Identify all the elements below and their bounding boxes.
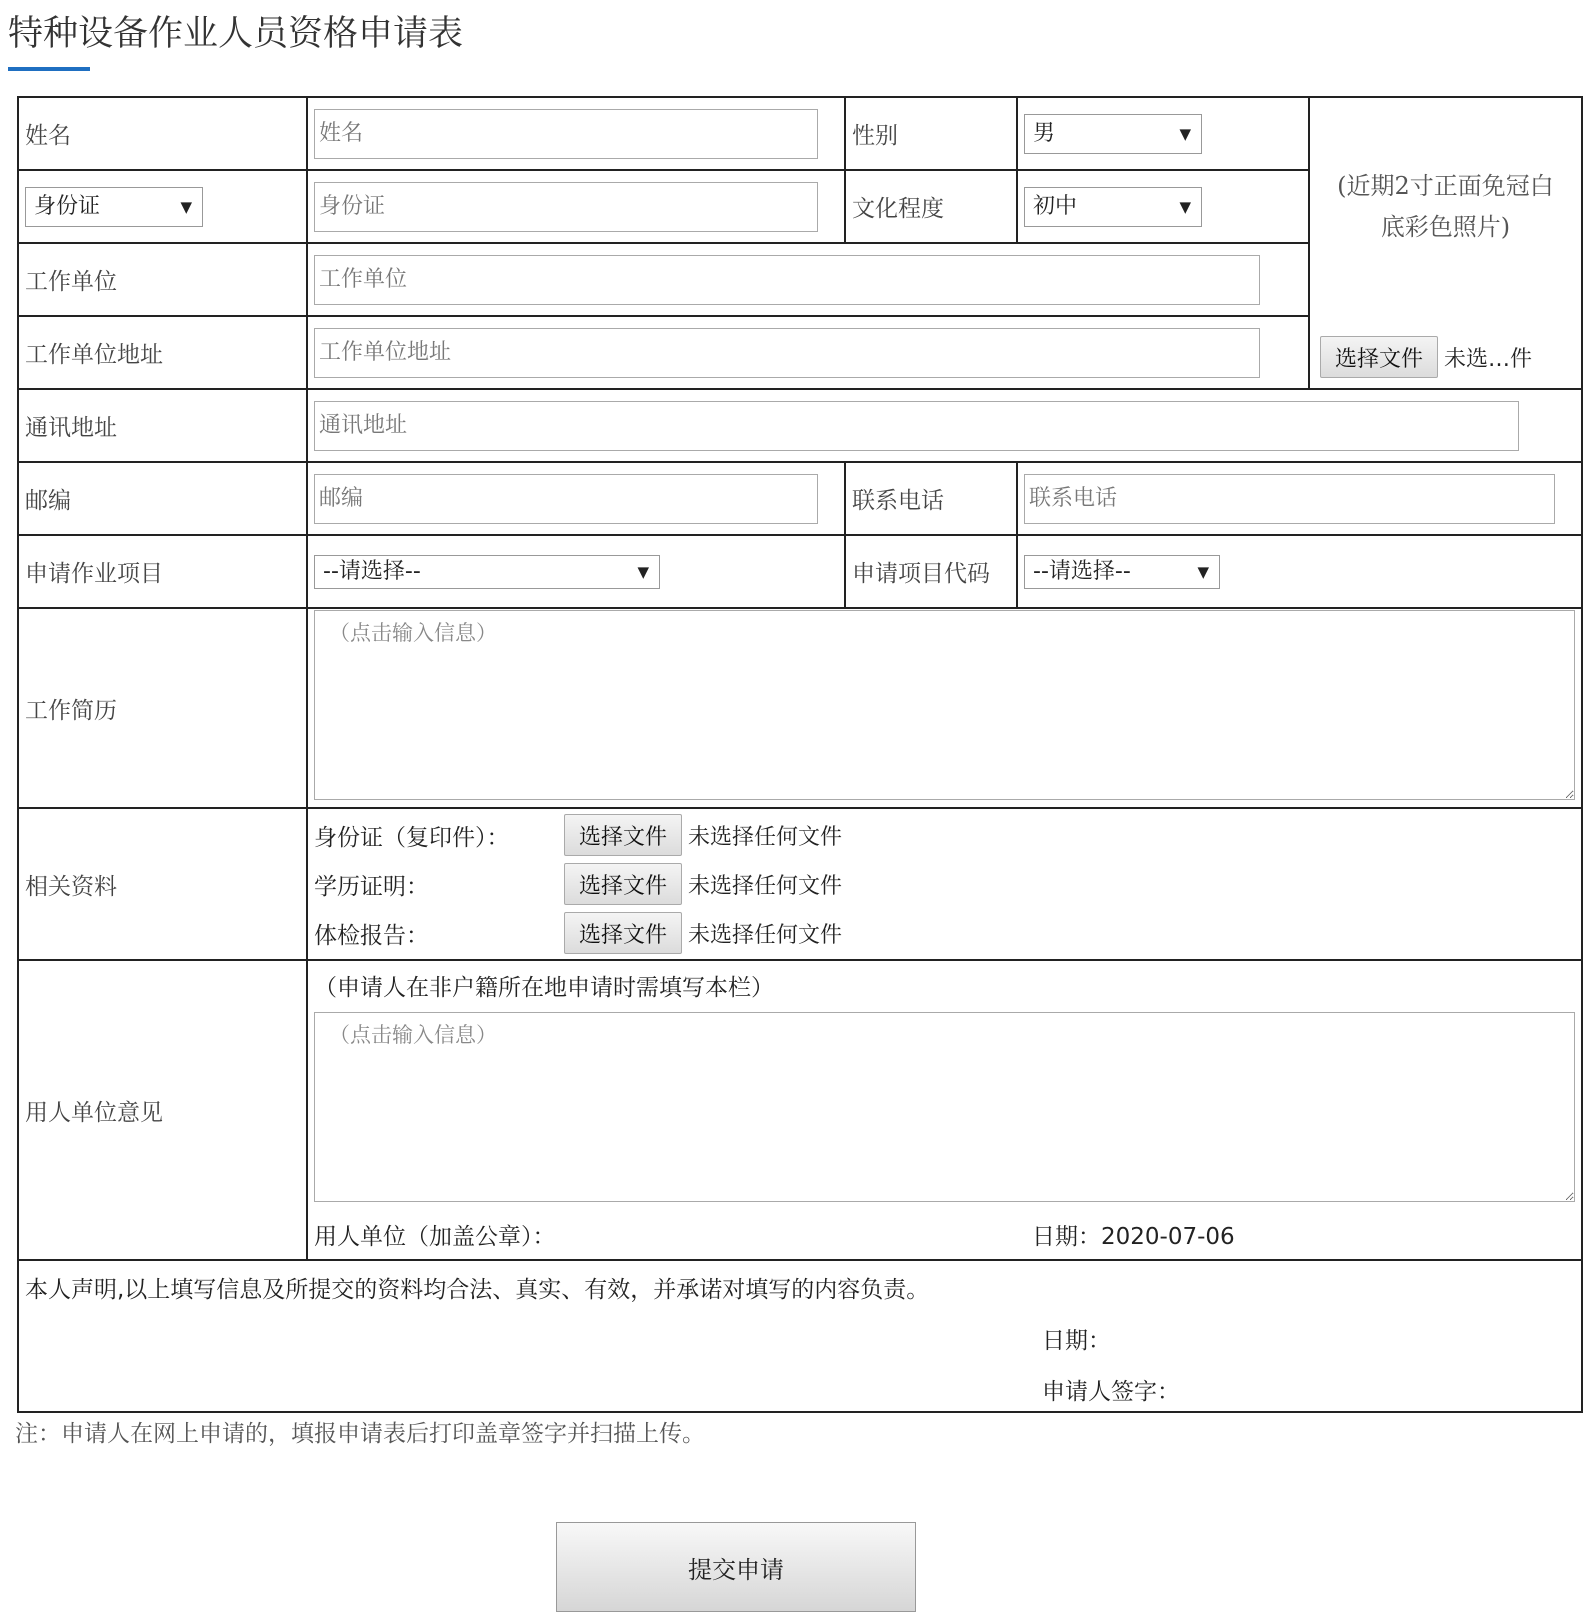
document-label: 身份证（复印件）： xyxy=(314,824,510,851)
name-input[interactable] xyxy=(314,109,818,159)
photo-note: (近期2寸正面免冠白底彩色照片) xyxy=(1337,172,1554,241)
photo-upload xyxy=(1320,336,1532,378)
work-unit-address-label: 工作单位地址 xyxy=(25,342,163,368)
file-status: 未选择任何文件 xyxy=(688,873,843,899)
document-label: 体检报告： xyxy=(314,922,429,949)
mail-address-label: 通讯地址 xyxy=(25,415,117,441)
employer-opinion-note: （申请人在非户籍所在地申请时需填写本栏） xyxy=(314,975,774,1001)
application-form xyxy=(17,96,1583,1413)
title-underline xyxy=(8,67,90,71)
gender-select[interactable] xyxy=(1024,114,1202,154)
work-unit-input[interactable] xyxy=(314,255,1260,305)
medical-report-file-button[interactable]: 选择文件 xyxy=(564,912,682,954)
page-title: 特种设备作业人员资格申请表 xyxy=(8,14,464,54)
id-type-select[interactable] xyxy=(25,187,203,227)
project-label: 申请作业项目 xyxy=(25,561,163,587)
document-label: 学历证明： xyxy=(314,873,429,900)
work-unit-address-input[interactable] xyxy=(314,328,1260,378)
name-label-cell xyxy=(18,97,307,170)
id-number-input[interactable] xyxy=(314,182,818,232)
postcode-input[interactable] xyxy=(314,474,818,524)
employer-date-label: 日期：2020-07-06 xyxy=(1032,1224,1235,1250)
photo-file-button[interactable]: 选择文件 xyxy=(1320,336,1438,378)
file-status: 未选择任何文件 xyxy=(688,824,843,850)
document-row-medical-report xyxy=(314,909,1575,958)
chevron-down-icon: ▼ xyxy=(1179,197,1191,216)
project-code-select[interactable] xyxy=(1024,555,1220,589)
resume-label: 工作简历 xyxy=(25,697,117,724)
document-row-education-proof xyxy=(314,860,1575,909)
phone-label: 联系电话 xyxy=(852,488,944,514)
photo-cell xyxy=(1309,97,1582,389)
chevron-down-icon: ▼ xyxy=(180,197,192,216)
chevron-down-icon: ▼ xyxy=(1197,562,1209,581)
project-code-value: --请选择-- xyxy=(1033,558,1131,584)
documents-label: 相关资料 xyxy=(25,873,117,900)
project-code-label: 申请项目代码 xyxy=(852,561,990,587)
education-proof-file-button[interactable]: 选择文件 xyxy=(564,863,682,905)
chevron-down-icon: ▼ xyxy=(1179,124,1191,143)
gender-value: 男 xyxy=(1033,120,1056,146)
chevron-down-icon: ▼ xyxy=(637,562,649,581)
applicant-signature-label: 申请人签字： xyxy=(1042,1379,1180,1405)
employer-opinion-textarea[interactable] xyxy=(314,1012,1575,1202)
phone-input[interactable] xyxy=(1024,474,1555,524)
file-status: 未选择任何文件 xyxy=(688,922,843,948)
id-type-value: 身份证 xyxy=(34,193,101,219)
footer-note: 注：申请人在网上申请的，填报申请表后打印盖章签字并扫描上传。 xyxy=(15,1421,705,1447)
gender-label: 性别 xyxy=(852,123,898,149)
postcode-label: 邮编 xyxy=(25,488,71,514)
declaration-text: 本人声明,以上填写信息及所提交的资料均合法、真实、有效，并承诺对填写的内容负责。 xyxy=(25,1277,930,1303)
photo-file-status: 未选…件 xyxy=(1444,346,1533,372)
resume-textarea[interactable] xyxy=(314,610,1575,800)
id-copy-file-button[interactable]: 选择文件 xyxy=(564,814,682,856)
declaration-date-label: 日期： xyxy=(1042,1328,1111,1354)
project-select[interactable] xyxy=(314,555,660,589)
employer-opinion-label: 用人单位意见 xyxy=(25,1099,163,1126)
name-label: 姓名 xyxy=(25,123,71,149)
mail-address-input[interactable] xyxy=(314,401,1519,451)
employer-seal-label: 用人单位（加盖公章）： xyxy=(314,1224,556,1250)
document-row-id-copy xyxy=(314,811,1575,860)
education-select[interactable] xyxy=(1024,187,1202,227)
work-unit-label: 工作单位 xyxy=(25,269,117,295)
submit-button[interactable]: 提交申请 xyxy=(556,1522,916,1612)
education-label: 文化程度 xyxy=(852,196,944,222)
education-value: 初中 xyxy=(1033,193,1078,219)
project-value: --请选择-- xyxy=(323,558,421,584)
